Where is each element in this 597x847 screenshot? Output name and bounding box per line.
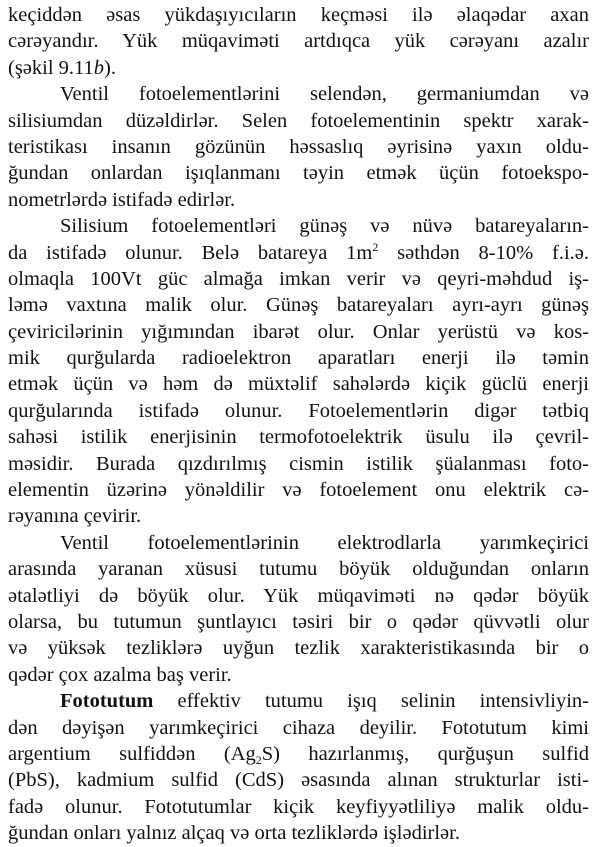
paragraph-5 <box>8 688 589 846</box>
text-line: ğundan onları yalnız alçaq və orta tezliklərdə işlədirlər. <box>8 822 460 845</box>
text-line: mik qurğularda radioelektron aparatları enerji ilə təmin <box>8 347 589 370</box>
text-fragment: S) hazırlanmış, qurğuşun sulfid <box>261 742 589 765</box>
text-line: Silisium fotoelementləri günəş və nüvə batareyaların- <box>60 215 589 238</box>
paragraph-4 <box>8 530 589 688</box>
text-line <box>8 240 589 266</box>
text-line <box>8 741 589 767</box>
superscript: 2 <box>372 239 379 254</box>
text-line: ğundan onlardan işıqlanmanı təyin etmək üçün fotoekspo- <box>8 162 589 185</box>
text-line: cərəyandır. Yük müqaviməti artdıqca yük cərəyanı azalır <box>8 30 589 53</box>
text-line: qədər çox azalma baş verir. <box>8 663 232 686</box>
paragraph-2 <box>8 81 589 213</box>
text-fragment: ). <box>104 56 116 79</box>
text-line: etmək üçün və həm də müxtəlif sahələrdə kiçik güclü enerji <box>8 373 589 396</box>
text-line: nometrlərdə istifadə edirlər. <box>8 188 236 211</box>
text-line: məsidir. Burada qızdırılmış cismin istilik şüalanması foto- <box>8 452 589 475</box>
text-line: ləmə vaxtına malik olur. Günəş batareyaları ayrı-ayrı günəş <box>8 294 589 317</box>
figure-ref-italic: b <box>93 56 105 79</box>
text-line: teristikası insanın gözünün həssaslıq əyrisinə yaxın oldu- <box>8 135 589 158</box>
paragraph-3 <box>8 213 589 530</box>
text-line: qurğularında istifadə olunur. Fotoelementlərin digər tətbiq <box>8 399 589 422</box>
text-line <box>8 55 589 81</box>
text-line: Ventil fotoelementlərinin elektrodlarla yarımkeçirici <box>60 531 589 554</box>
text-line: arasında yaranan xüsusi tutumu böyük olduğundan onların <box>8 558 589 581</box>
text-line: fadə olunur. Fototutumlar kiçik keyfiyyətliliyə malik oldu- <box>8 795 589 818</box>
text-line <box>8 688 589 714</box>
text-fragment: effektiv tutumu işıq selinin intensivliyin- <box>153 690 589 713</box>
text-line: (PbS), kadmium sulfid (CdS) əsasında alınan strukturlar isti- <box>8 769 589 792</box>
text-line: rəyanına çevirir. <box>8 505 142 528</box>
text-line: keçiddən əsas yükdaşıyıcıların keçməsi ilə əlaqədar axan <box>8 4 589 26</box>
text-line: olmaqla 100Vt güc almağa imkan verir və qeyri-məhdud iş- <box>8 267 589 290</box>
text-line: olarsa, bu tutumun şuntlayıcı təsiri bir o qədər qüvvətli olur <box>8 610 589 633</box>
paragraph-1 <box>8 2 589 81</box>
text-line: çeviricilərinin yığımından ibarət olur. Onlar yerüstü və kos- <box>8 320 589 343</box>
text-line: elementin üzərinə yönəldilir və fotoelement onu elektrik cə- <box>8 479 589 502</box>
text-fragment: da istifadə olunur. Belə batareya 1m <box>8 241 373 264</box>
term-bold: Fototutum <box>60 690 154 713</box>
subscript: 2 <box>255 752 262 767</box>
text-line: və yüksək tezliklərə uyğun tezlik xarakteristikasında bir o <box>8 637 589 660</box>
text-fragment: argentium sulfiddən (Ag <box>8 742 256 765</box>
text-line: dən dəyişən yarımkeçirici cihaza deyilir. Fototutum kimi <box>8 716 589 739</box>
text-fragment: (şəkil 9.11 <box>8 56 94 79</box>
text-line: sahəsi istilik enerjisinin termofotoelektrik üsulu ilə çevril- <box>8 426 589 449</box>
text-line: ətalətliyi də böyük olur. Yük müqaviməti nə qədər böyük <box>8 584 589 607</box>
text-fragment: səthdən 8-10% f.i.ə. <box>378 241 589 264</box>
text-line: silisiumdan düzəldirlər. Selen fotoelementinin spektr xarak- <box>8 109 589 132</box>
text-line: Ventil fotoelementlərini selendən, germaniumdan və <box>60 83 589 106</box>
